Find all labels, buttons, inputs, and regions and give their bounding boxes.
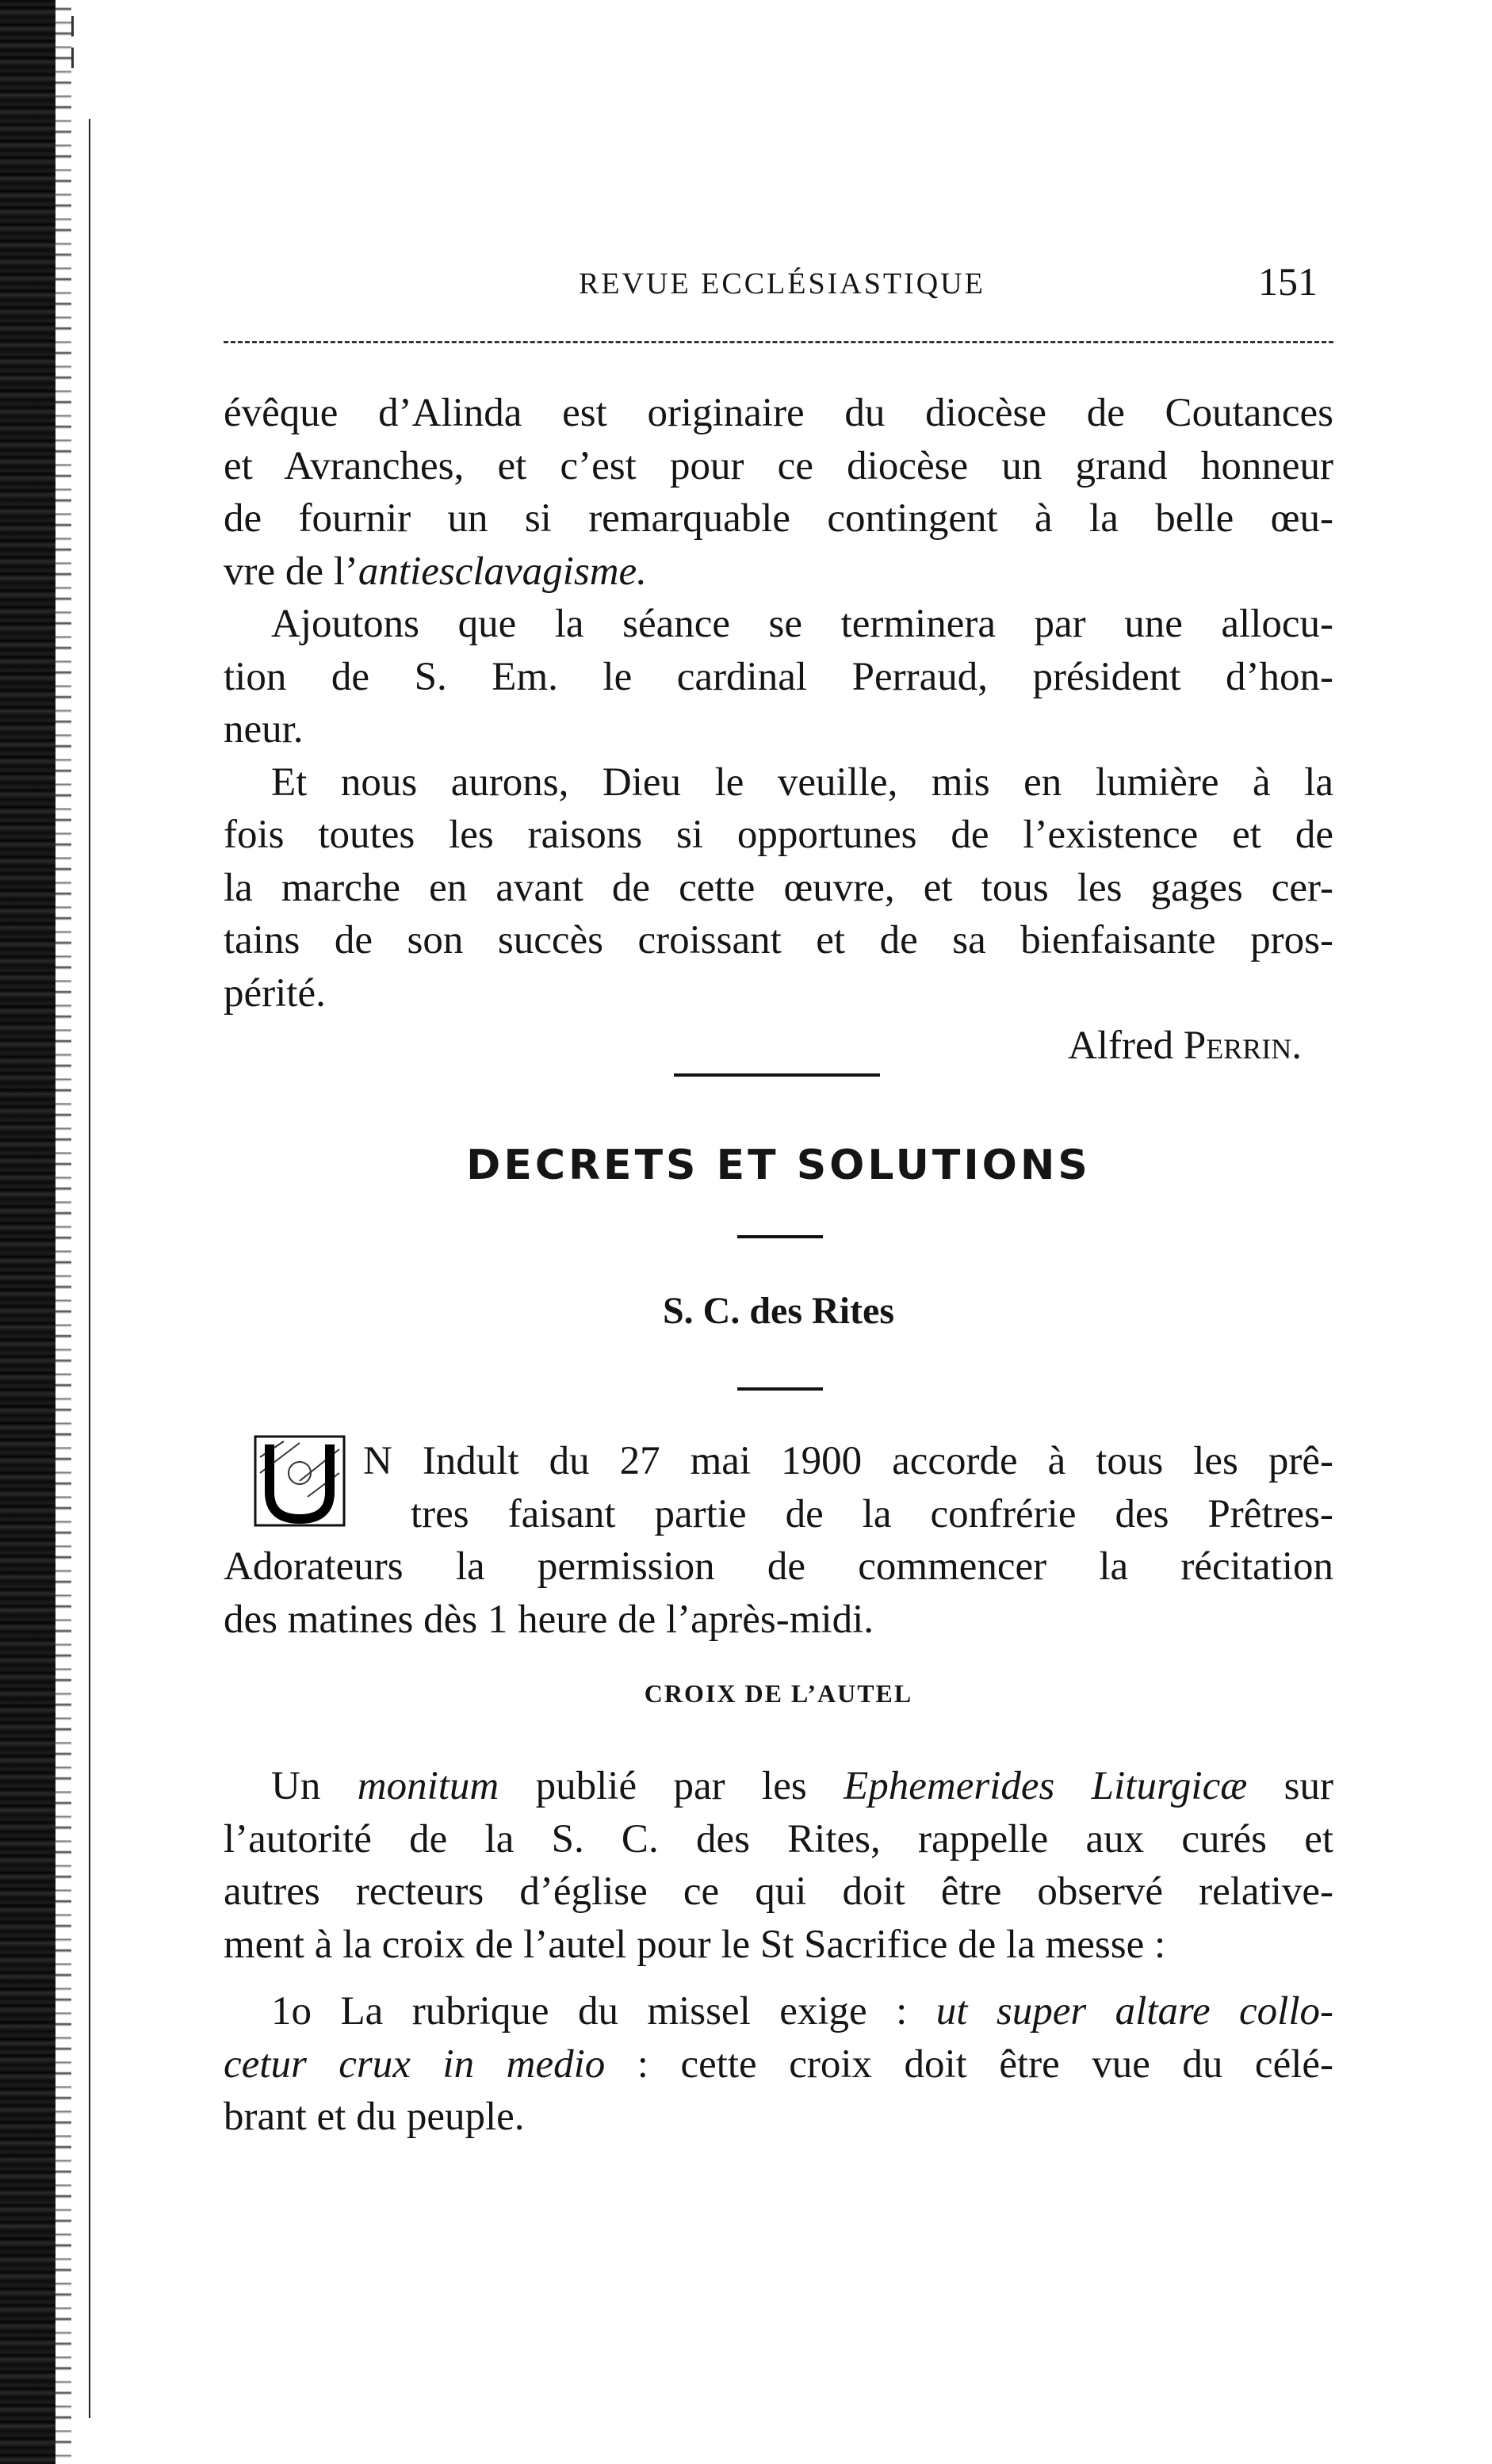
italic-term: monitum [357, 1764, 499, 1808]
subheading: CROIX DE L’AUTEL [644, 1679, 913, 1708]
signature: Alfred Perrin. [1068, 1023, 1302, 1068]
text-line: Un monitum publié par les Ephemerides Liturgicæ sur [271, 1764, 1333, 1808]
header-rule [224, 341, 1333, 343]
text-line: tains de son succès croissant et de sa bienfaisante pros- [224, 918, 1333, 962]
text-line: brant et du peuple. [224, 2095, 525, 2139]
running-header [230, 258, 1332, 314]
text-line: de fournir un si remarquable contingent à la belle œu- [224, 496, 1333, 541]
book-binding-edge [0, 0, 62, 2464]
text-line: et Avranches, et c’est pour ce diocèse un grand honneur [224, 443, 1333, 488]
running-title: REVUE ECCLÉSIASTIQUE [579, 267, 985, 300]
section-divider [674, 1073, 880, 1077]
section-title: DECRETS ET SOLUTIONS [466, 1142, 1091, 1189]
italic-term: Ephemerides Liturgicæ [844, 1764, 1248, 1808]
text-line: Ajoutons que la séance se terminera par une allocu- [271, 602, 1333, 646]
title-rule [737, 1235, 823, 1238]
gutter-line [89, 119, 90, 2418]
binding-gutter [55, 0, 71, 2464]
text-line: la marche en avant de cette œuvre, et tous les gages cer- [224, 865, 1333, 910]
italic-term: cetur crux in medio [224, 2041, 606, 2087]
text-line: N Indult du 27 mai 1900 accorde à tous les prê- [363, 1439, 1333, 1483]
text-line: tion de S. Em. le cardinal Perraud, président d’hon- [224, 654, 1333, 699]
italic-term: antiesclavagisme. [358, 549, 647, 594]
text-line: périté. [224, 970, 326, 1016]
subsection-title: S. C. des Rites [662, 1290, 894, 1332]
text-line: autres recteurs d’église ce qui doit être observé relative- [224, 1869, 1333, 1914]
signature-surname: Perrin. [1183, 1023, 1302, 1068]
croix-paragraph [224, 1760, 1333, 2144]
article-continuation [224, 387, 1333, 1073]
text-line: ment à la croix de l’autel pour le St Sacrifice de la messe : [224, 1922, 1166, 1967]
gutter-mark [71, 16, 74, 36]
text-line: des matines dès 1 heure de l’après-midi. [224, 1597, 874, 1642]
text-line: vre de l’antiesclavagisme. [224, 549, 647, 594]
text-line: Et nous aurons, Dieu le veuille, mis en lumière à la [271, 759, 1333, 805]
text-line: fois toutes les raisons si opportunes de l’existence et de [224, 813, 1333, 857]
subsection-rule [737, 1387, 823, 1391]
text-line: cetur crux in medio : cette croix doit être vue du célé- [224, 2041, 1333, 2087]
text-line: 1o La rubrique du missel exige : ut super altare collo- [271, 1989, 1334, 2034]
text-line: Adorateurs la permission de commencer la récitation [224, 1544, 1333, 1589]
text-line: l’autorité de la S. C. des Rites, rappelle aux curés et [224, 1816, 1333, 1861]
text-line: tres faisant partie de la confrérie des Prêtres- [411, 1491, 1333, 1536]
italic-term: ut super altare collo- [935, 1989, 1334, 2034]
text-line: évêque d’Alinda est originaire du diocèse de Coutances [224, 391, 1333, 435]
gutter-mark [71, 48, 74, 68]
page-number: 151 [1258, 259, 1318, 304]
indult-paragraph [224, 1435, 1333, 1646]
text-line: neur. [224, 707, 304, 752]
